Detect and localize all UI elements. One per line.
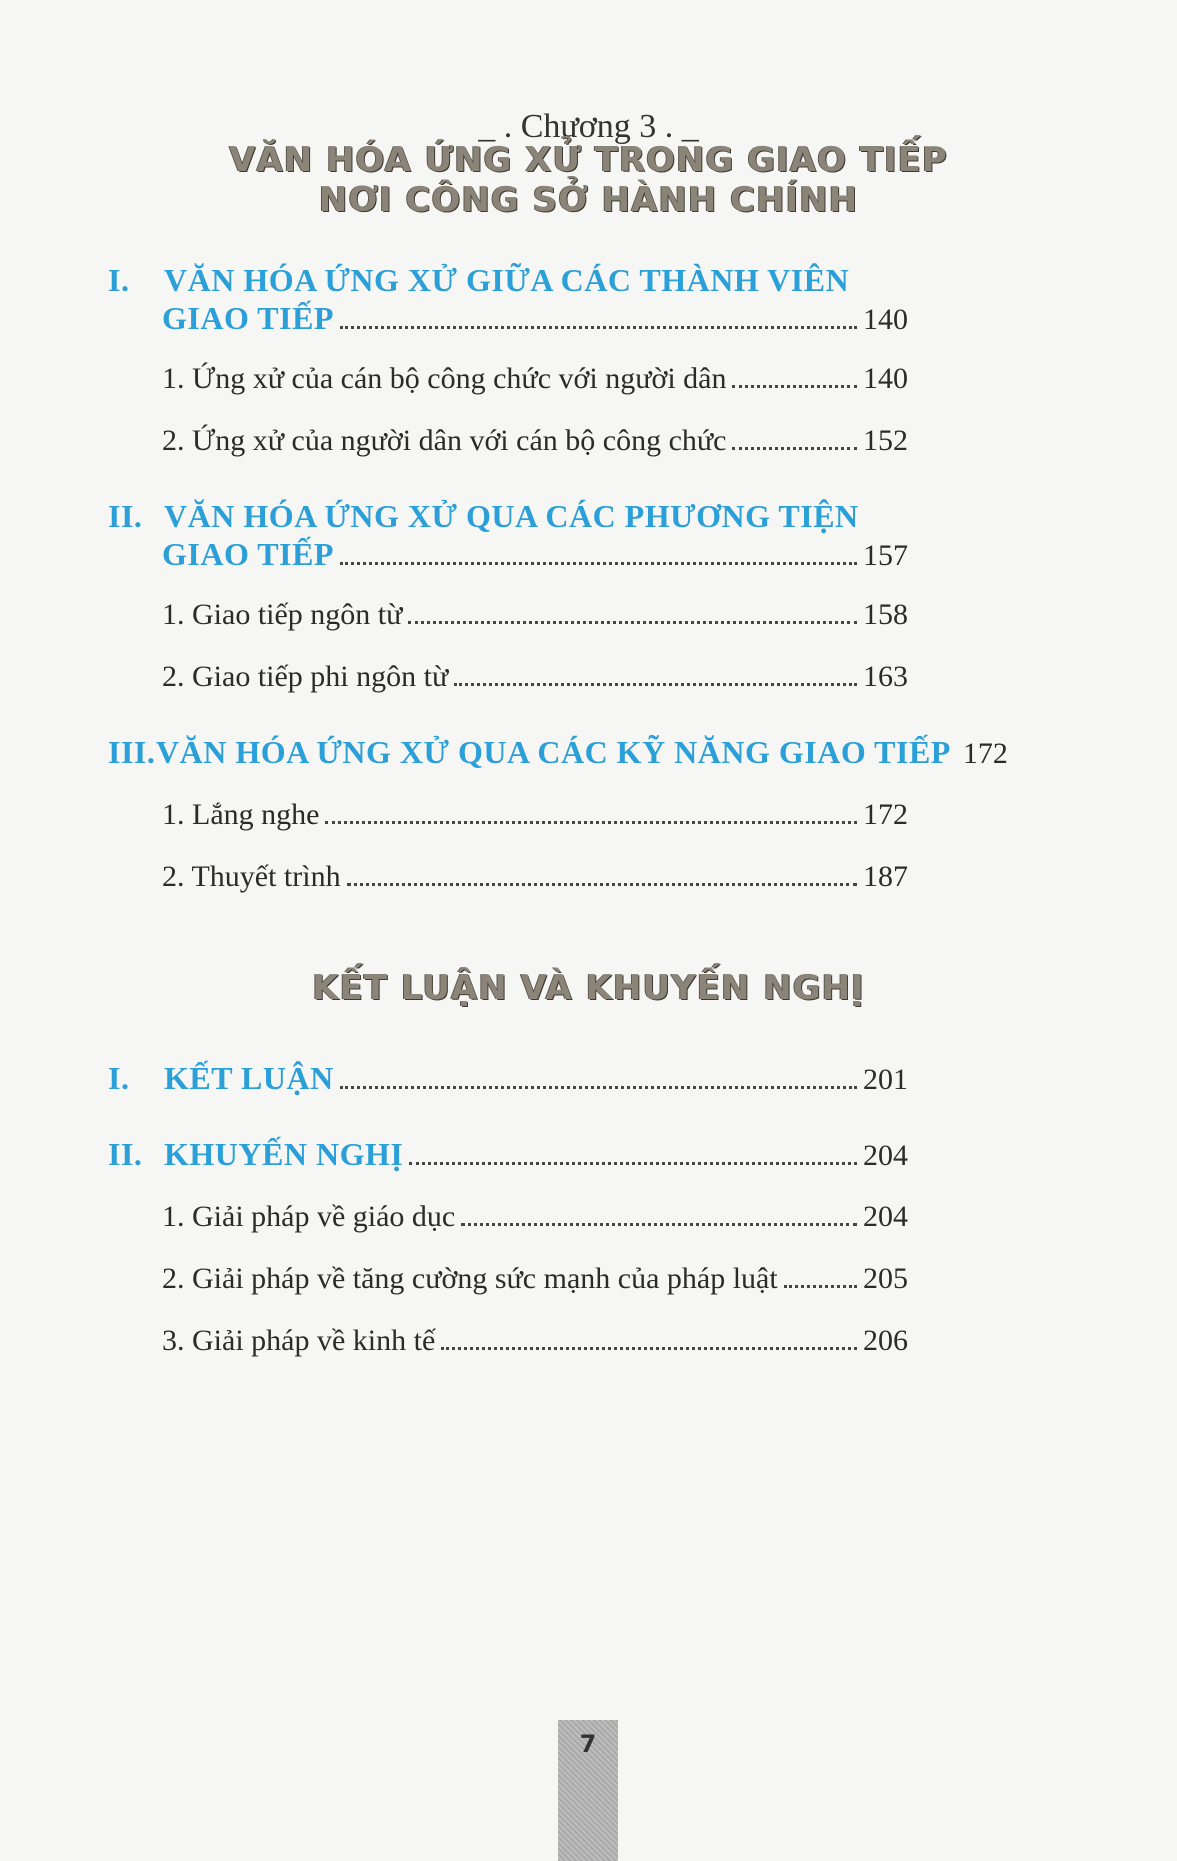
- footer-page-number: 7: [579, 1730, 597, 1758]
- page-number: 158: [863, 598, 908, 631]
- section-title: VĂN HÓA ỨNG XỬ QUA CÁC KỸ NĂNG GIAO TIẾP: [156, 734, 951, 770]
- page-number-tab: [558, 1720, 618, 1861]
- toc-conclusion-1-entry[interactable]: [108, 1060, 908, 1097]
- page-number: 206: [863, 1324, 908, 1357]
- section-number: II.: [108, 1136, 143, 1172]
- section-title: VĂN HÓA ỨNG XỬ GIỮA CÁC THÀNH VIÊN: [164, 262, 850, 298]
- section-title: KHUYẾN NGHỊ: [164, 1136, 404, 1172]
- section-number: I.: [108, 262, 130, 298]
- page-number: 204: [863, 1200, 908, 1233]
- entry-label: 3. Giải pháp về kinh tế: [162, 1324, 436, 1357]
- entry-label: 2. Thuyết trình: [162, 860, 341, 893]
- section-heading: [108, 734, 951, 771]
- dot-leader: [732, 385, 857, 388]
- entry-label: 1. Giao tiếp ngôn từ: [162, 598, 403, 631]
- dot-leader: [454, 683, 857, 686]
- dot-leader: [347, 883, 857, 886]
- toc-section-1-heading: [108, 262, 849, 299]
- toc-section-1-entry[interactable]: [162, 300, 908, 337]
- entry-label: 2. Ứng xử của người dân với cán bộ công chức: [162, 424, 727, 457]
- section-title: KẾT LUẬN: [164, 1060, 334, 1096]
- page-number: 201: [863, 1063, 908, 1096]
- chapter-title-line2: NƠI CÔNG SỞ HÀNH CHÍNH: [318, 180, 859, 220]
- page-number: 204: [863, 1139, 908, 1172]
- toc-entry-2-1[interactable]: [162, 598, 908, 632]
- page-number: 172: [863, 798, 908, 831]
- section-title: VĂN HÓA ỨNG XỬ QUA CÁC PHƯƠNG TIỆN: [164, 498, 859, 534]
- entry-label: 1. Giải pháp về giáo dục: [162, 1200, 456, 1233]
- page-number: 140: [863, 303, 908, 336]
- page-number: 187: [863, 860, 908, 893]
- toc-entry-1-1[interactable]: [162, 362, 908, 396]
- dot-leader: [340, 326, 857, 329]
- dot-leader: [441, 1347, 857, 1350]
- section-heading: [108, 1060, 334, 1097]
- entry-label: 1. Lắng nghe: [162, 798, 320, 831]
- toc-section-2-entry[interactable]: [162, 536, 908, 573]
- section-number: I.: [108, 1060, 130, 1096]
- dot-leader: [340, 1086, 857, 1089]
- section-number: II.: [108, 498, 143, 534]
- section-number: III.: [108, 734, 156, 770]
- section-title-continued: GIAO TIẾP: [162, 300, 334, 336]
- page-number: 205: [863, 1262, 908, 1295]
- dot-leader: [340, 562, 857, 565]
- page-number: 152: [863, 424, 908, 457]
- section-title-continued: GIAO TIẾP: [162, 536, 334, 572]
- toc-entry-3-1[interactable]: [162, 798, 908, 832]
- toc-section-2-heading: [108, 498, 859, 535]
- toc-entry-2-2[interactable]: [162, 660, 908, 694]
- toc-conclusion-2-entry[interactable]: [108, 1136, 908, 1173]
- dot-leader: [409, 1162, 857, 1165]
- page-number: 157: [863, 539, 908, 572]
- entry-label: 2. Giao tiếp phi ngôn từ: [162, 660, 449, 693]
- page-number: 172: [962, 737, 1008, 770]
- dot-leader: [408, 621, 857, 624]
- chapter-label: _ . Chương 3 . _: [478, 108, 699, 145]
- dot-leader: [325, 821, 857, 824]
- toc-conclusion-2-3[interactable]: [162, 1324, 908, 1358]
- entry-label: 2. Giải pháp về tăng cường sức mạnh của pháp luật: [162, 1262, 778, 1295]
- toc-conclusion-2-2[interactable]: [162, 1262, 908, 1296]
- toc-entry-1-2[interactable]: [162, 424, 908, 458]
- dot-leader: [461, 1223, 857, 1226]
- chapter-title-line1: VĂN HÓA ỨNG XỬ TRONG GIAO TIẾP: [229, 140, 948, 180]
- toc-conclusion-2-1[interactable]: [162, 1200, 908, 1234]
- toc-section-3-entry[interactable]: [108, 734, 1008, 771]
- page-number: 140: [863, 362, 908, 395]
- section-heading: [108, 1136, 403, 1173]
- toc-entry-3-2[interactable]: [162, 860, 908, 894]
- dot-leader: [732, 447, 857, 450]
- dot-leader: [784, 1285, 857, 1288]
- conclusion-title: KẾT LUẬN VÀ KHUYẾN NGHỊ: [312, 968, 865, 1008]
- entry-label: 1. Ứng xử của cán bộ công chức với người dân: [162, 362, 727, 395]
- page-number: 163: [863, 660, 908, 693]
